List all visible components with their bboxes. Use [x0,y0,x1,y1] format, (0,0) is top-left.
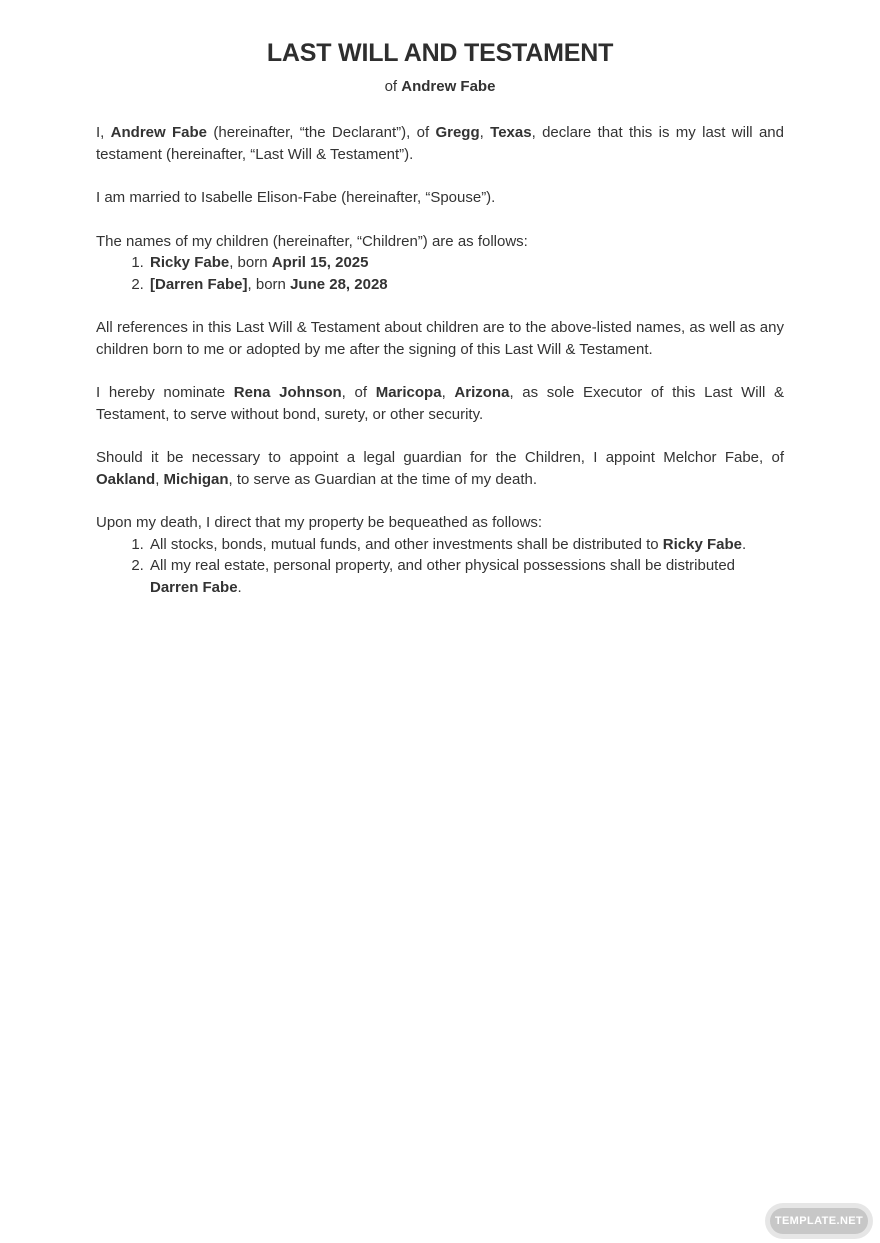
list-item-bequest-1: 1. All stocks, bonds, mutual funds, and other investments shall be distributed to Ricky Fabe. [148,534,784,556]
children-list [96,252,784,295]
document-subtitle: of Andrew Fabe [384,78,496,95]
list-item-bequest-2: 2. All my real estate, personal property, and other physical possessions shall be distributed Darren Fabe. [148,555,784,598]
template-net-watermark-badge[interactable]: TEMPLATE.NET [770,1208,868,1234]
bequest-list [96,534,784,599]
list-item-child-1: 1. Ricky Fabe, born April 15, 2025 [148,252,784,274]
paragraph-bequest-intro: Upon my death, I direct that my property be bequeathed as follows: [96,514,543,531]
will-document-page [0,0,880,598]
paragraph-guardian: Should it be necessary to appoint a legal guardian for the Children, I appoint Melchor Fabe, of Oakland, Michigan, to serve as Guardian at the time of my death. [96,449,784,488]
paragraph-declaration: I, Andrew Fabe (hereinafter, “the Declarant”), of Gregg, Texas, declare that this is my last will and testament (hereinafter, “Last Will & Testament”). [96,124,784,163]
document-title: LAST WILL AND TESTAMENT [266,39,614,67]
list-item-child-2: 2. [Darren Fabe], born June 28, 2028 [148,274,784,296]
paragraph-references: All references in this Last Will & Testament about children are to the above-listed names, as well as any children born to me or adopted by me after the signing of this Last Will & Testament. [96,319,784,358]
paragraph-children-intro: The names of my children (hereinafter, “Children”) are as follows: [96,232,528,250]
paragraph-marriage: I am married to Isabelle Elison-Fabe (hereinafter, “Spouse”). [96,189,496,206]
paragraph-executor: I hereby nominate Rena Johnson, of Maricopa, Arizona, as sole Executor of this Last Will & Testament, to serve without bond, surety, or other security. [96,384,784,423]
